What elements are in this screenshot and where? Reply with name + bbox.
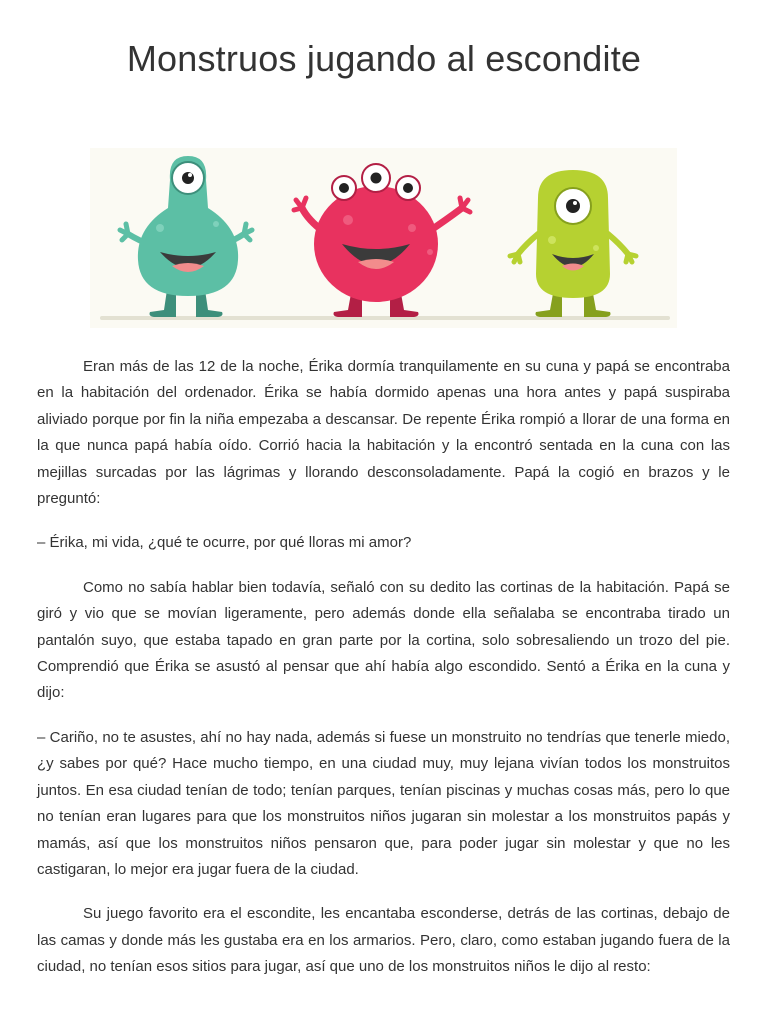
dialogue-line: – Érika, mi vida, ¿qué te ocurre, por qué lloras mi amor? — [37, 534, 412, 552]
monsters-drawing — [90, 148, 677, 328]
paragraph: Como no sabía hablar bien todavía, señaló con su dedito las cortinas de la habitación. Papá se giró y vio que se movían ligeramente, pero además donde ella señalaba se encontraba tirado un pantalón suyo, que estaba tapado en gran parte por la cortina, solo sobresaliendo un trozo del pie. Comprendió que Érika se asustó al pensar que ahí había algo escondido. Sentó a Érika en la cuna y dijo: — [37, 578, 730, 702]
monsters-illustration — [90, 148, 677, 328]
page-title: Monstruos jugando al escondite — [126, 38, 642, 79]
story-text — [37, 354, 730, 999]
paragraph: Su juego favorito era el escondite, les encantaba esconderse, detrás de las cortinas, debajo de las camas y donde más les gustaba era en los armarios. Pero, claro, como estaban jugando fuera de la ciudad, no tenían esos sitios para jugar, así que uno de los monstruitos niños le dijo al resto: — [37, 905, 730, 976]
pink-monster — [294, 164, 470, 317]
dialogue-line: – Cariño, no te asustes, ahí no hay nada, además si fuese un monstruito no tendrías que tenerle miedo, ¿y sabes por qué? Hace mucho tiempo, en una ciudad muy, muy lejana vivían todos los monstruitos juntos. En esa ciudad tenían de todo; tenían parques, tenían piscinas y muchas cosas más, pero lo que no tenían eran lugares para que los monstruitos niños jugaran sin molestar a los monstruitos papás y mamás, así que los monstruitos niños pensaron que, para poder jugar sin molestar y que no les castigaran, lo mejor era jugar fuera de la ciudad. — [37, 728, 730, 878]
green-monster — [510, 170, 636, 317]
paragraph: Eran más de las 12 de la noche, Érika dormía tranquilamente en su cuna y papá se encontraba en la habitación del ordenador. Érika se había dormido apenas una hora antes y papá suspiraba aliviado porque por fin la niña empezaba a descansar. De repente Érika rompió a llorar de una forma en la que nunca papá había oído. Corrió hacia la habitación y la encontró sentada en la cuna con las mejillas surcadas por las lágrimas y llorando desconsoladamente. Papá la cogió en brazos y le preguntó: — [37, 358, 730, 508]
teal-monster — [120, 156, 252, 317]
